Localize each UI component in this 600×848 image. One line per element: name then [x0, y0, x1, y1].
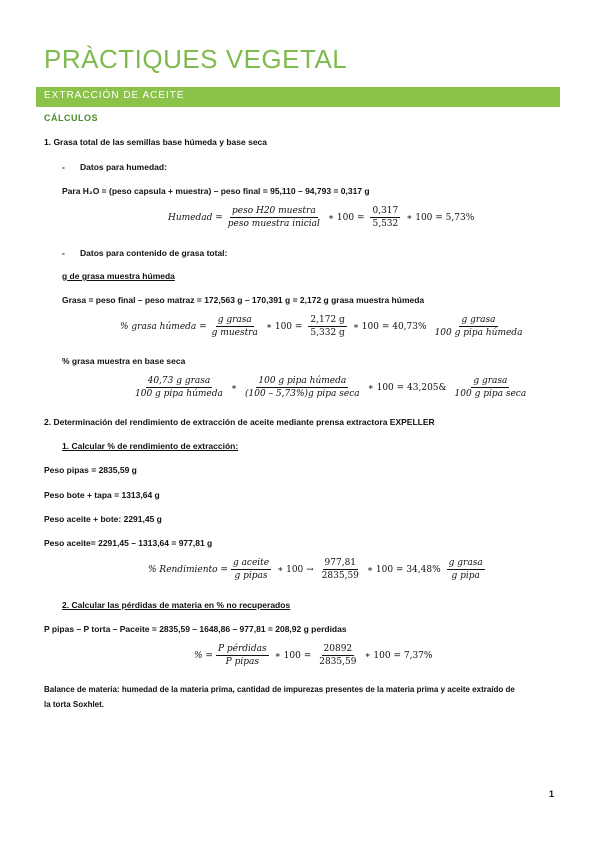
balance-text-line1: Balance de materia: humedad de la materia prima, cantidad de impurezas presentes de la materia prima y aceite extraído de [44, 685, 515, 694]
peso-pipas: Peso pipas = 2835,59 g [44, 465, 137, 475]
grasa-calc: Grasa = peso final – peso matraz = 172,563 g – 170,391 g = 2,172 g grasa muestra húmeda [62, 295, 425, 305]
fraction: $\frac{20892}{2835,59}$ [319, 644, 357, 667]
seca-label: % grasa muestra en base seca [62, 356, 186, 366]
fraction: $\frac{\text{40,73 g grasa}}{\text{100 g pipa húmeda}}$ [135, 376, 223, 399]
fraction: $\frac{0,317}{5,532}$ [372, 206, 399, 229]
page-title: PRÀCTIQUES VEGETAL [44, 44, 348, 74]
eq-lhs: Humedad = [168, 212, 223, 223]
subsection-title: CÁLCULOS [44, 113, 98, 123]
fraction: $\frac{\text{100 g pipa húmeda}}{\text{(100 – 5,73\%)g pipa seca}}$ [245, 376, 360, 399]
equation-humedad: Humedad = $\frac{\text{peso H20 muestra}}{\text{peso muestra inicial}}$ ∗ 100 = $\frac{0,317}{5,532}$ ∗ 100 = 5,73% [168, 206, 475, 229]
peso-aceite-bote: Peso aceite + bote: 2291,45 g [44, 514, 162, 524]
fraction: $\frac{\text{g grasa}}{\text{100 g pipa seca}}$ [454, 376, 527, 399]
underlined-label: g de grasa muestra húmeda [62, 271, 175, 281]
fraction: $\frac{\text{P pérdidas}}{\text{P pipas}}$ [217, 644, 267, 667]
section-title: EXTRACCIÓN DE ACEITE [44, 90, 185, 101]
equation-seca: $\frac{\text{40,73 g grasa}}{\text{100 g pipa húmeda}}$ ∗ $\frac{\text{100 g pipa húmeda}}{\text{(100 – 5,73\%)g pipa seca}}$ ∗ 100 = 43,205& $\frac{\text{g grasa}}{\text{100 g pipa seca}}$ [135, 376, 527, 399]
balance-text-line2: la torta Soxhlet. [44, 700, 105, 709]
fraction: $\frac{\text{g grasa}}{\text{g muestra}}$ [211, 315, 258, 338]
peso-bote: Peso bote + tapa = 1313,64 g [44, 490, 160, 500]
bullet-dash: - [62, 162, 65, 172]
equation-grasa: % grasa húmeda = $\frac{\text{g grasa}}{\text{g muestra}}$ ∗ 100 = $\frac{2,172 g}{5,332 g}$ ∗ 100 = 40,73% $\frac{\text{g grasa}}{\text{100 g pipa húmeda}}$ [120, 315, 523, 338]
bullet-dash: - [62, 248, 65, 258]
water-calc: Para H₂O = (peso capsula + muestra) – peso final = 95,110 – 94,793 = 0,317 g [62, 186, 370, 196]
heading-1: 1. Grasa total de las semillas base húmeda y base seca [44, 137, 268, 147]
fraction: $\frac{\text{g grasa}}{\text{100 g pipa húmeda}}$ [434, 315, 523, 338]
equation-perdidas: % = $\frac{\text{P pérdidas}}{\text{P pipas}}$ ∗ 100 = $\frac{20892}{2835,59}$ ∗ 100 = 7,37% [194, 644, 433, 667]
fraction: $\frac{2,172 g}{5,332 g}$ [310, 315, 345, 338]
peso-aceite: Peso aceite= 2291,45 – 1313,64 = 977,81 g [44, 538, 213, 548]
equation-rendimiento: % Rendimiento = $\frac{\text{g aceite}}{\text{g pipas}}$ ∗ 100 → $\frac{977,81}{2835,59}$ ∗ 100 = 34,48% $\frac{\text{g grasa}}{\text{g pipa}}$ [148, 558, 483, 581]
perdidas-calc: P pipas – P torta – Paceite = 2835,59 – 1648,86 – 977,81 = 208,92 g perdidas [44, 624, 347, 634]
sub-heading-rendimiento: 1. Calcular % de rendimiento de extracción: [62, 441, 239, 451]
section-bar [36, 87, 560, 107]
page-number: 1 [548, 789, 554, 799]
fraction: $\frac{\text{g grasa}}{\text{g pipa}}$ [448, 558, 483, 581]
bullet-grasa: Datos para contenido de grasa total: [80, 248, 228, 258]
heading-2: 2. Determinación del rendimiento de extracción de aceite mediante prensa extractora EXPELLER [44, 417, 435, 427]
fraction: $\frac{\text{g aceite}}{\text{g pipas}}$ [232, 558, 270, 581]
sub-heading-perdidas: 2. Calcular las pérdidas de materia en % no recuperados [62, 600, 291, 610]
fraction: $\frac{977,81}{2835,59}$ [321, 558, 359, 581]
fraction: $\frac{\text{peso H20 muestra}}{\text{peso muestra inicial}}$ [227, 206, 320, 229]
bullet-humedad: Datos para humedad: [80, 162, 167, 172]
